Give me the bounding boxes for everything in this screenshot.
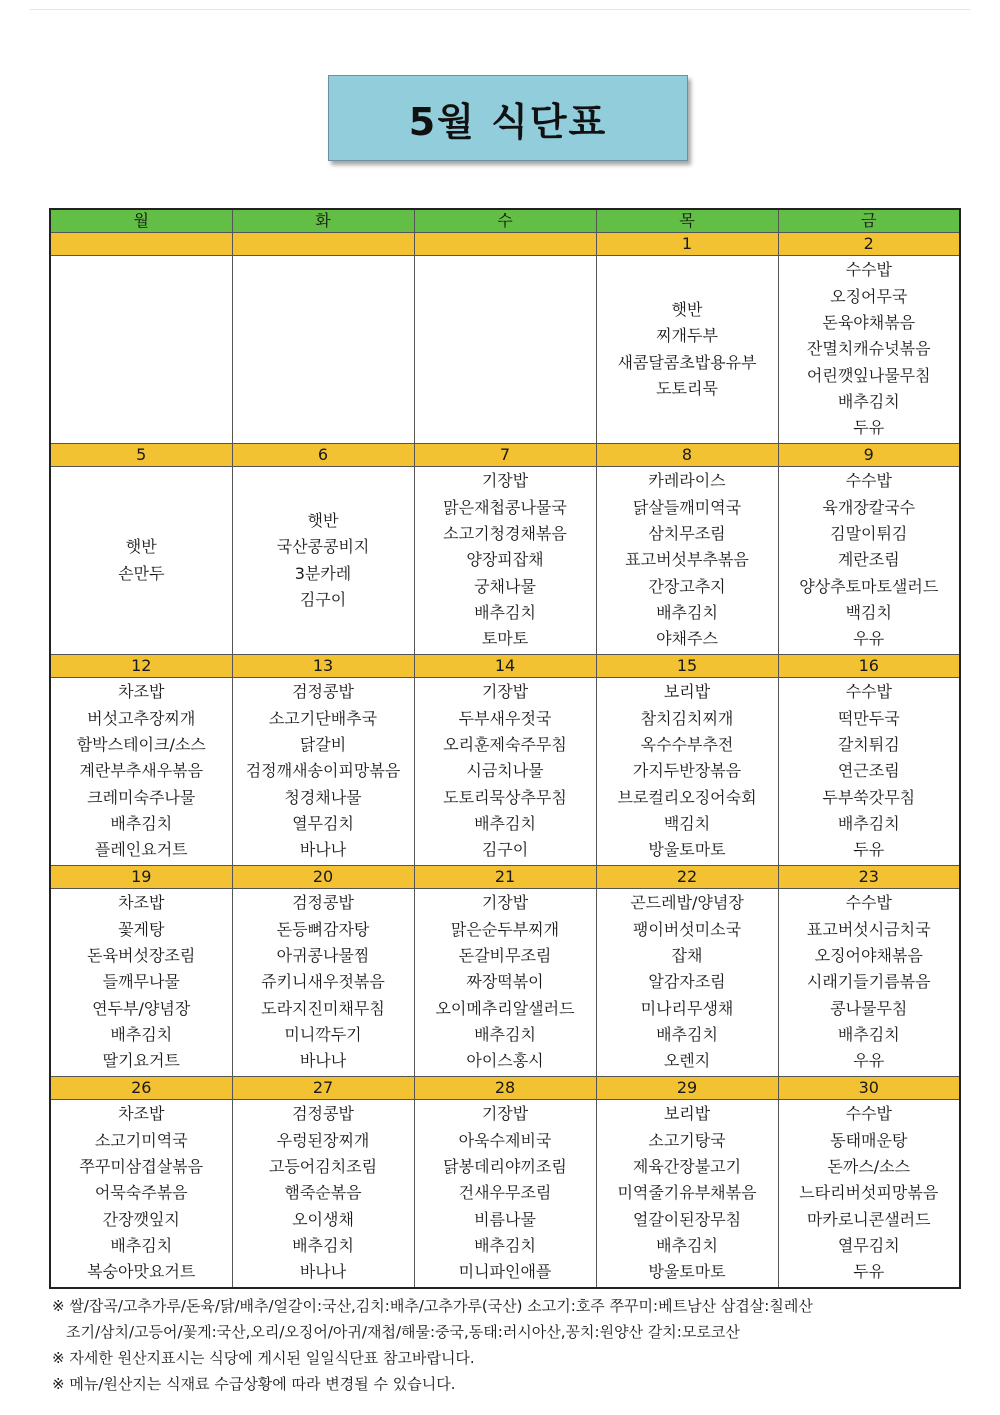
date-cell: 22 (596, 866, 778, 889)
menu-item: 수수밥 (845, 893, 892, 913)
menu-item: 햇반 (671, 299, 703, 319)
menu-item: 바나나 (299, 1051, 347, 1071)
menu-item: 배추김치 (656, 1236, 718, 1256)
menu-item: 차조밥 (118, 893, 165, 913)
menu-row (50, 1100, 960, 1289)
menu-item: 양장피잡채 (466, 550, 544, 570)
menu-item: 차조밥 (118, 682, 165, 702)
menu-item: 알감자조림 (648, 972, 726, 992)
menu-item: 두유 (853, 840, 885, 860)
menu-item: 연두부/양념장 (92, 998, 191, 1018)
menu-item: 닭봉데리야끼조림 (443, 1156, 567, 1176)
menu-item: 곤드레밥/양념장 (630, 893, 744, 913)
menu-cell (778, 1100, 960, 1289)
menu-row (50, 678, 960, 866)
menu-item: 수수밥 (845, 1104, 892, 1124)
menu-row (50, 467, 960, 655)
date-row (50, 444, 960, 467)
menu-item: 고등어김치조림 (268, 1156, 378, 1176)
menu-change-note: ※ 메뉴/원산지는 식재료 수급상황에 따라 변경될 수 있습니다. (52, 1375, 456, 1393)
menu-item: 표고버섯부추볶음 (625, 550, 749, 570)
menu-item: 햇반 (307, 510, 339, 530)
date-cell: 12 (50, 655, 232, 678)
menu-item: 기장밥 (481, 893, 529, 913)
date-cell: 29 (596, 1077, 778, 1100)
menu-item: 양상추토마토샐러드 (799, 576, 939, 596)
menu-item: 바나나 (299, 840, 347, 860)
menu-item: 갈치튀김 (837, 734, 900, 754)
menu-item: 떡만두국 (837, 708, 900, 728)
weekday-header: 화 (232, 209, 414, 233)
menu-list (51, 534, 232, 587)
menu-table (49, 208, 961, 1289)
menu-item: 잡채 (671, 945, 703, 965)
menu-item: 소고기청경채볶음 (443, 523, 567, 543)
menu-list (51, 890, 232, 1075)
menu-list (415, 679, 596, 864)
menu-item: 기장밥 (481, 471, 529, 491)
menu-list (233, 508, 414, 614)
menu-cell (50, 1100, 232, 1289)
menu-item: 검정콩밥 (292, 682, 354, 702)
menu-item: 쭈꾸미삼겹살볶음 (79, 1156, 204, 1176)
menu-cell (596, 256, 778, 444)
page-title: 5월 식단표 (328, 75, 688, 161)
menu-item: 열무김치 (837, 1236, 900, 1256)
menu-item: 우렁된장찌개 (276, 1130, 370, 1150)
menu-item: 우유 (853, 1051, 885, 1071)
menu-item: 기장밥 (481, 1104, 529, 1124)
menu-item: 느타리버섯피망볶음 (799, 1183, 939, 1203)
date-cell (50, 233, 232, 256)
menu-item: 두유 (853, 1262, 885, 1282)
menu-row (50, 256, 960, 444)
date-cell: 28 (414, 1077, 596, 1100)
menu-item: 돈까스/소스 (827, 1156, 911, 1176)
date-cell: 6 (232, 444, 414, 467)
date-cell (232, 233, 414, 256)
weekday-header: 금 (778, 209, 960, 233)
menu-item: 딸기요거트 (102, 1051, 180, 1071)
date-cell: 5 (50, 444, 232, 467)
menu-cell (232, 467, 414, 655)
menu-item: 어린깻잎나물무침 (806, 365, 931, 385)
date-row (50, 233, 960, 256)
menu-item: 궁채나물 (474, 576, 536, 596)
weekday-header-row (50, 209, 960, 233)
menu-item: 아귀콩나물찜 (276, 945, 370, 965)
menu-item: 백김치 (845, 603, 892, 623)
menu-item: 배추김치 (837, 392, 900, 412)
menu-cell (414, 256, 596, 444)
menu-item: 수수밥 (845, 260, 892, 280)
date-cell: 7 (414, 444, 596, 467)
menu-item: 배추김치 (474, 814, 536, 834)
menu-list (597, 1101, 778, 1286)
date-cell: 9 (778, 444, 960, 467)
menu-item: 오리훈제숙주무침 (443, 734, 567, 754)
menu-list (597, 297, 778, 403)
menu-item: 닭살들깨미역국 (632, 497, 742, 517)
menu-item: 얼갈이된장무침 (632, 1209, 742, 1229)
menu-list (779, 468, 960, 653)
menu-cell (414, 1100, 596, 1289)
menu-item: 배추김치 (474, 1025, 536, 1045)
menu-item: 기장밥 (481, 682, 529, 702)
menu-item: 차조밥 (118, 1104, 165, 1124)
weekday-header: 수 (414, 209, 596, 233)
menu-item: 함박스테이크/소스 (76, 734, 206, 754)
menu-item: 간장깻잎지 (102, 1209, 180, 1229)
menu-item: 오징어무국 (830, 286, 908, 306)
menu-item: 짜장떡볶이 (466, 972, 544, 992)
menu-item: 미나리무생채 (640, 998, 734, 1018)
menu-item: 김구이 (299, 589, 347, 609)
menu-item: 플레인요거트 (94, 840, 188, 860)
menu-item: 계란부추새우볶음 (79, 761, 204, 781)
menu-item: 어묵숙주볶음 (94, 1183, 188, 1203)
date-cell: 26 (50, 1077, 232, 1100)
menu-item: 배추김치 (110, 814, 173, 834)
menu-cell (596, 678, 778, 866)
menu-item: 카레라이스 (648, 471, 726, 491)
menu-list (51, 679, 232, 864)
weekday-header: 목 (596, 209, 778, 233)
menu-item: 3분카레 (294, 563, 352, 583)
menu-item: 소고기단배추국 (268, 708, 378, 728)
menu-list (779, 1101, 960, 1286)
menu-item: 팽이버섯미소국 (632, 919, 742, 939)
menu-item: 새콤달콤초밥용유부 (617, 352, 757, 372)
menu-item: 배추김치 (656, 603, 718, 623)
menu-item: 돈등뼈감자탕 (276, 919, 370, 939)
menu-item: 표고버섯시금치국 (806, 919, 931, 939)
menu-item: 배추김치 (292, 1236, 354, 1256)
menu-cell (232, 1100, 414, 1289)
menu-cell (232, 678, 414, 866)
menu-item: 수수밥 (845, 682, 892, 702)
menu-cell (414, 678, 596, 866)
menu-cell (232, 889, 414, 1077)
menu-cell (778, 889, 960, 1077)
menu-cell (778, 256, 960, 444)
menu-cell (232, 256, 414, 444)
date-cell: 30 (778, 1077, 960, 1100)
date-cell: 21 (414, 866, 596, 889)
menu-item: 돈육버섯장조림 (87, 945, 196, 965)
menu-item: 배추김치 (110, 1236, 173, 1256)
menu-cell (50, 889, 232, 1077)
menu-item: 검정콩밥 (292, 1104, 354, 1124)
menu-item: 오징어야채볶음 (814, 945, 923, 965)
menu-item: 가지두반장볶음 (632, 761, 742, 781)
menu-item: 돈육야채볶음 (822, 312, 916, 332)
menu-item: 백김치 (663, 814, 711, 834)
date-row (50, 655, 960, 678)
menu-cell (778, 467, 960, 655)
date-cell: 13 (232, 655, 414, 678)
menu-item: 두부새우젓국 (458, 708, 552, 728)
menu-item: 콩나물무침 (830, 998, 908, 1018)
menu-item: 도토리묵 (656, 378, 718, 398)
menu-cell (596, 889, 778, 1077)
date-cell: 14 (414, 655, 596, 678)
menu-item: 소고기미역국 (94, 1130, 188, 1150)
menu-item: 손만두 (118, 563, 165, 583)
menu-cell (50, 256, 232, 444)
menu-item: 배추김치 (837, 814, 900, 834)
menu-item: 돈갈비무조림 (458, 945, 552, 965)
menu-item: 배추김치 (474, 603, 536, 623)
menu-item: 들깨무나물 (102, 972, 180, 992)
date-row (50, 866, 960, 889)
menu-item: 도토리묵상추무침 (443, 787, 567, 807)
date-cell: 27 (232, 1077, 414, 1100)
menu-list (415, 468, 596, 653)
menu-item: 소고기탕국 (648, 1130, 726, 1150)
menu-item: 동태매운탕 (830, 1130, 908, 1150)
menu-item: 배추김치 (837, 1025, 900, 1045)
menu-item: 쥬키니새우젓볶음 (261, 972, 385, 992)
menu-item: 닭갈비 (299, 734, 347, 754)
menu-list (51, 1101, 232, 1286)
menu-item: 시금치나물 (466, 761, 544, 781)
menu-item: 토마토 (481, 629, 529, 649)
menu-item: 맑은순두부찌개 (450, 919, 560, 939)
menu-item: 오이생채 (292, 1209, 354, 1229)
menu-item: 배추김치 (474, 1236, 536, 1256)
menu-item: 연근조림 (837, 761, 900, 781)
menu-cell (414, 889, 596, 1077)
date-cell (414, 233, 596, 256)
menu-list (779, 679, 960, 864)
menu-item: 복숭아맛요거트 (87, 1262, 196, 1282)
menu-list (233, 679, 414, 864)
menu-item: 햄죽순볶음 (284, 1183, 362, 1203)
menu-item: 김말이튀김 (830, 523, 908, 543)
menu-list (597, 679, 778, 864)
top-divider (30, 9, 970, 10)
menu-item: 수수밥 (845, 471, 892, 491)
date-cell: 19 (50, 866, 232, 889)
menu-item: 두유 (853, 418, 885, 438)
menu-list (415, 890, 596, 1075)
menu-row (50, 889, 960, 1077)
menu-item: 배추김치 (656, 1025, 718, 1045)
menu-item: 참치김치찌개 (640, 708, 734, 728)
menu-item: 미니깍두기 (284, 1025, 362, 1045)
menu-item: 오이메추리알샐러드 (435, 998, 575, 1018)
menu-item: 꽃게탕 (118, 919, 165, 939)
menu-item: 열무김치 (292, 814, 354, 834)
date-cell: 15 (596, 655, 778, 678)
origin-note-continued: 조기/삼치/고등어/꽃게:국산,오리/오징어/아귀/재첩/해물:중국,동태:러시아산,꽁치:원양산 갈치:모로코산 (66, 1323, 740, 1341)
notes (52, 1293, 972, 1397)
menu-item: 비름나물 (474, 1209, 536, 1229)
menu-list (779, 890, 960, 1075)
menu-item: 옥수수부추전 (640, 734, 734, 754)
menu-item: 건새우무조림 (458, 1183, 552, 1203)
menu-cell (778, 678, 960, 866)
menu-item: 육개장칼국수 (822, 497, 916, 517)
menu-item: 방울토마토 (648, 840, 726, 860)
date-cell: 23 (778, 866, 960, 889)
origin-reference-note: ※ 자세한 원산지표시는 식당에 게시된 일일식단표 참고바랍니다. (52, 1349, 475, 1367)
menu-item: 검정깨새송이피망볶음 (245, 761, 401, 781)
menu-item: 크레미숙주나물 (87, 787, 196, 807)
date-cell: 8 (596, 444, 778, 467)
menu-item: 마카로니콘샐러드 (806, 1209, 931, 1229)
menu-list (233, 890, 414, 1075)
menu-item: 김구이 (481, 840, 529, 860)
origin-note: ※ 쌀/잡곡/고추가루/돈육/닭/배추/얼갈이:국산,김치:배추/고추가루(국산) 소고기:호주 쭈꾸미:베트남산 삼겹살:칠레산 (52, 1297, 813, 1315)
menu-item: 검정콩밥 (292, 893, 354, 913)
menu-item: 도라지진미채무침 (261, 998, 385, 1018)
date-cell: 2 (778, 233, 960, 256)
date-row (50, 1077, 960, 1100)
menu-list (233, 1101, 414, 1286)
menu-item: 방울토마토 (648, 1262, 726, 1282)
menu-item: 우유 (853, 629, 885, 649)
menu-item: 아이스홍시 (466, 1051, 544, 1071)
menu-item: 계란조림 (837, 550, 900, 570)
menu-cell (596, 467, 778, 655)
menu-cell (596, 1100, 778, 1289)
menu-cell (50, 678, 232, 866)
menu-item: 버섯고추장찌개 (87, 708, 196, 728)
menu-list (597, 468, 778, 653)
menu-cell (414, 467, 596, 655)
date-cell: 1 (596, 233, 778, 256)
menu-item: 아욱수제비국 (458, 1130, 552, 1150)
menu-item: 제육간장불고기 (632, 1156, 742, 1176)
menu-item: 브로컬리오징어숙회 (617, 787, 757, 807)
menu-item: 오렌지 (663, 1051, 711, 1071)
menu-item: 보리밥 (663, 1104, 711, 1124)
menu-item: 국산콩콩비지 (276, 537, 370, 557)
menu-item: 시래기들기름볶음 (806, 972, 931, 992)
menu-item: 햇반 (125, 537, 157, 557)
menu-item: 간장고추지 (648, 576, 726, 596)
menu-item: 바나나 (299, 1262, 347, 1282)
menu-item: 미역줄기유부채볶음 (617, 1183, 757, 1203)
menu-list (779, 257, 960, 442)
menu-item: 배추김치 (110, 1025, 173, 1045)
menu-list (597, 890, 778, 1075)
weekday-header: 월 (50, 209, 232, 233)
menu-list (415, 1101, 596, 1286)
date-cell: 16 (778, 655, 960, 678)
menu-cell (50, 467, 232, 655)
menu-item: 야채주스 (656, 629, 718, 649)
menu-item: 찌개두부 (656, 326, 718, 346)
menu-item: 잔멸치캐슈넛볶음 (806, 339, 931, 359)
menu-item: 보리밥 (663, 682, 711, 702)
date-cell: 20 (232, 866, 414, 889)
menu-item: 맑은재첩콩나물국 (443, 497, 567, 517)
menu-item: 삼치무조림 (648, 523, 726, 543)
menu-item: 미니파인애플 (458, 1262, 552, 1282)
menu-item: 청경채나물 (284, 787, 362, 807)
menu-item: 두부쑥갓무침 (822, 787, 916, 807)
